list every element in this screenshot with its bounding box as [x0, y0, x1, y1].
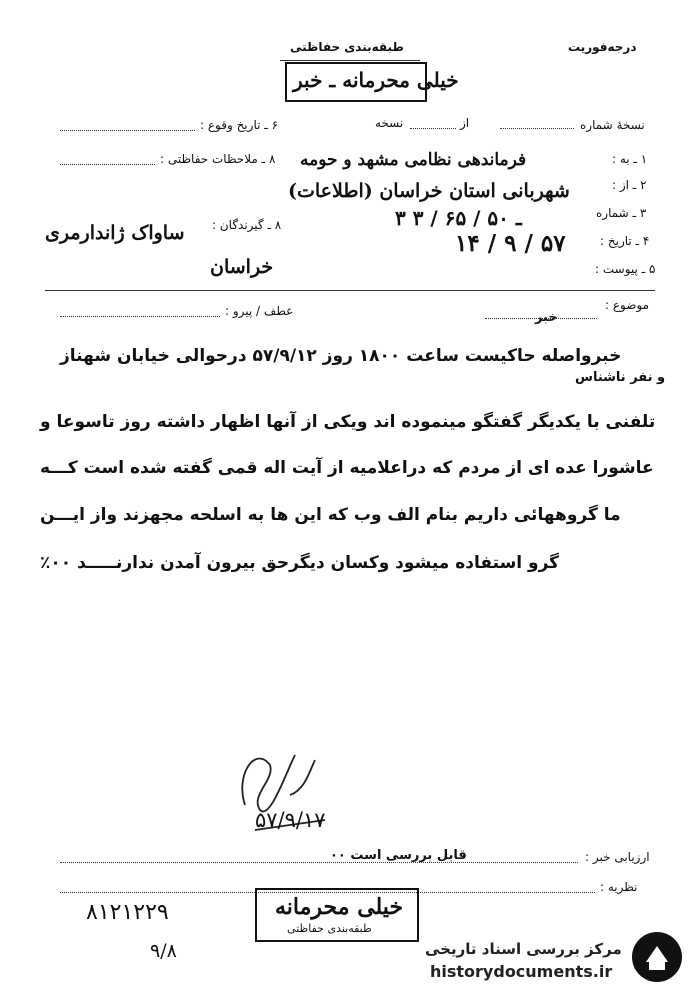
- body-line-2: تلفنی با یکدیگر گفتگو مینموده اند ویکی از آنها اظهار داشته روز تاسوعا و: [40, 412, 656, 432]
- to-handwritten-value: فرماندهی نظامی مشهد و حومه: [300, 150, 527, 170]
- number-handwritten-value: ۳ ـ ۵۰ / ۶۵ / ۳: [395, 206, 522, 230]
- copy-of-dots: [410, 128, 456, 129]
- field-number-label: ۳ ـ شماره: [596, 206, 647, 220]
- copy-number-label: نسخهٔ شماره: [580, 118, 645, 132]
- signature-date: ۵۷/۹/۱۷: [255, 808, 326, 832]
- body-line-1: خبرواصله حاکیست ساعت ۱۸۰۰ روز ۵۷/۹/۱۲ درحوالی خیابان شهناز: [60, 346, 622, 366]
- field-to-label: ۱ ـ به :: [612, 152, 648, 166]
- archive-sub: ۹/۸: [150, 940, 177, 962]
- body-line-4: ما گروههائی داریم بنام الف وب که این ها به اسلحه مجهزند واز ایـــن: [40, 505, 621, 525]
- from-handwritten-value: شهربانی استان خراسان (اطلاعات): [288, 180, 570, 202]
- recipients-label: ۸ ـ گیرندگان :: [212, 218, 282, 232]
- archive-logo-icon: [632, 932, 682, 982]
- recipients-handwritten-value-2: خراسان: [210, 256, 274, 278]
- bottom-classification-stamp: [255, 888, 419, 942]
- top-stamp-text: خیلی محرمانه ـ خبر: [293, 68, 459, 92]
- field-date-label: ۴ ـ تاریخ :: [600, 234, 650, 248]
- date-handwritten-value: ۱۴ / ۹ / ۵۷: [455, 230, 566, 257]
- subject-dots: [485, 318, 597, 319]
- copy-of-label: از: [460, 116, 470, 130]
- reference-label: عطف / پیرو :: [225, 304, 294, 318]
- copy-copies-label: نسخه: [375, 116, 404, 130]
- classification-underline: [280, 60, 420, 61]
- occurrence-date-label: ۶ ـ تاریخ وقوع :: [200, 118, 279, 132]
- bottom-stamp-subtext: طبقه‌بندی حفاظتی: [287, 922, 372, 935]
- copy-number-dots: [500, 128, 574, 129]
- security-notes-label: ۸ ـ ملاحظات حفاظتی :: [160, 152, 276, 166]
- archive-number: ۸۱۲۱۲۲۹: [86, 900, 169, 925]
- priority-label: درجه‌فوریت: [568, 40, 637, 54]
- occurrence-date-dots: [60, 130, 195, 131]
- header-divider: [45, 290, 655, 291]
- evaluation-label: ارزیابی خبر :: [585, 850, 650, 864]
- reference-dots: [60, 316, 220, 317]
- watermark-url: historydocuments.ir: [430, 962, 613, 981]
- recipients-handwritten-value-1: ساواک ژاندارمری: [45, 222, 185, 244]
- bottom-stamp-text: خیلی محرمانه: [275, 894, 404, 920]
- evaluation-value: قابل بررسی است ۰۰: [330, 848, 467, 863]
- opinion-label: نظریه :: [600, 880, 638, 894]
- top-classification-stamp: [285, 62, 459, 102]
- evaluation-dots: [60, 862, 578, 863]
- body-line-1-insert: و نفر ناشناس: [575, 370, 666, 385]
- field-from-label: ۲ ـ از :: [612, 178, 647, 192]
- subject-label: موضوع :: [605, 298, 650, 312]
- field-attachment-label: ۵ ـ پیوست :: [595, 262, 656, 276]
- security-notes-dots: [60, 164, 155, 165]
- subject-value: خبر: [535, 310, 558, 325]
- body-line-5: گرو استفاده میشود وکسان دیگرحق بیرون آمدن ندارنـــــد ۰۰٪: [40, 553, 560, 573]
- watermark-title: مرکز بررسی اسناد تاریخی: [425, 940, 622, 958]
- body-line-3: عاشورا عده ای از مردم که دراعلامیه از آیت اله قمی گفته شده است کـــه: [40, 458, 654, 478]
- classification-label: طبقه‌بندی حفاظتی: [290, 40, 404, 54]
